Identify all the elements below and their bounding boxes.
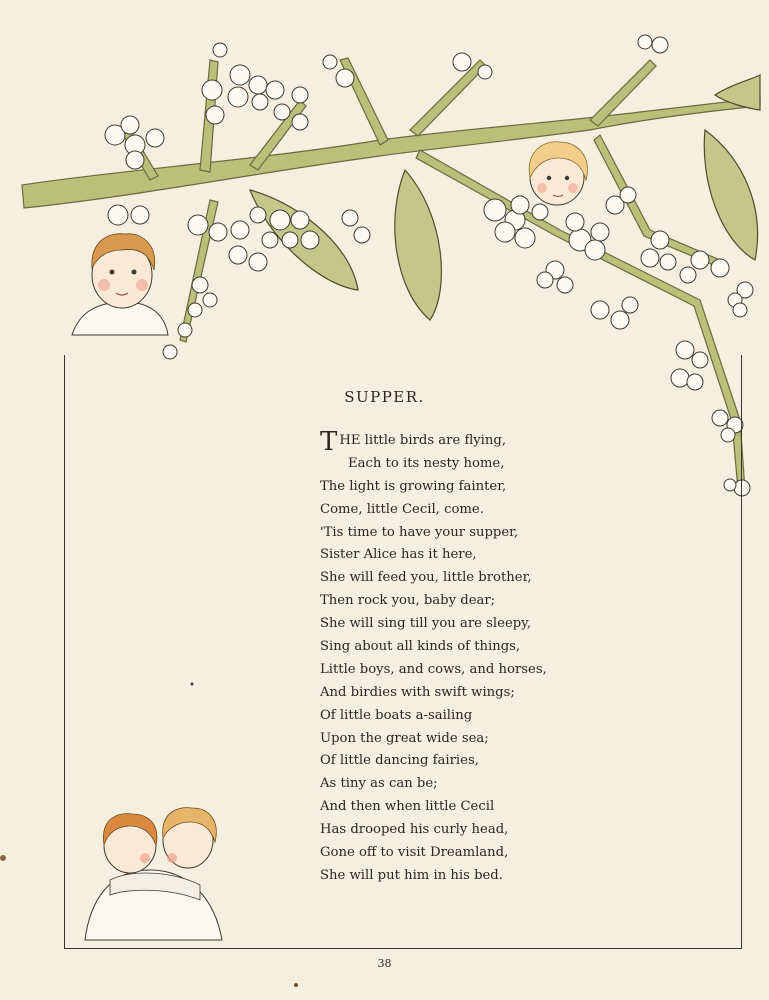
poem-line	[320, 499, 620, 522]
poem-line-text: Of little boats a-sailing	[320, 707, 473, 723]
poem-body	[320, 427, 620, 888]
poem-line-text: Of little dancing fairies,	[320, 753, 479, 769]
poem-line-text: Little boys, and cows, and horses,	[320, 661, 547, 677]
page-number: 38	[377, 957, 392, 970]
poem-line-text: Come, little Cecil, come.	[320, 501, 484, 517]
poem-line	[320, 682, 620, 705]
poem-line	[320, 728, 620, 751]
poem-line-text: 'Tis time to have your supper,	[320, 524, 519, 540]
child-face-left	[72, 234, 168, 335]
poem-line	[320, 567, 620, 590]
poem-line-text: HE little birds are flying,	[339, 433, 507, 448]
poem-line	[320, 659, 620, 682]
poem-line-text: She will sing till you are sleepy,	[320, 616, 532, 632]
poem-line	[320, 544, 620, 567]
poem-line-text: Has drooped his curly head,	[320, 822, 509, 838]
poem-line	[320, 865, 620, 888]
paper-speck	[0, 855, 6, 861]
poem-line	[320, 842, 620, 865]
poem-line-text: Sing about all kinds of things,	[320, 639, 521, 655]
poem-line	[320, 773, 620, 796]
poem-line-text: Gone off to visit Dreamland,	[320, 845, 509, 861]
poem-line-text: And then when little Cecil	[320, 799, 495, 815]
poem-line	[320, 522, 620, 545]
poem-line	[320, 819, 620, 842]
poem-line	[320, 613, 620, 636]
poem-line	[320, 796, 620, 819]
poem-line-text: Upon the great wide sea;	[320, 730, 489, 746]
poem-line	[320, 476, 620, 499]
child-face-right	[529, 142, 587, 205]
poem-line	[320, 636, 620, 659]
poem-line-text: Each to its nesty home,	[348, 455, 505, 471]
paper-speck	[294, 983, 298, 987]
poem-line-text: The light is growing fainter,	[320, 478, 507, 494]
poem-line-text: Then rock you, baby dear;	[320, 593, 496, 609]
poem-line-text: She will put him in his bed.	[320, 867, 503, 883]
poem-line-text: As tiny as can be;	[320, 776, 438, 792]
poem-line-text: She will feed you, little brother,	[320, 570, 532, 586]
poem-line	[320, 750, 620, 773]
poem-drop-cap: T	[320, 427, 338, 457]
poem-title: SUPPER.	[344, 388, 425, 406]
poem-line	[320, 427, 620, 457]
poem-line	[320, 453, 620, 476]
poem-line	[320, 590, 620, 613]
poem-line-text: Sister Alice has it here,	[320, 547, 477, 563]
poem-line-text: And birdies with swift wings;	[320, 684, 515, 700]
poem-line	[320, 705, 620, 728]
